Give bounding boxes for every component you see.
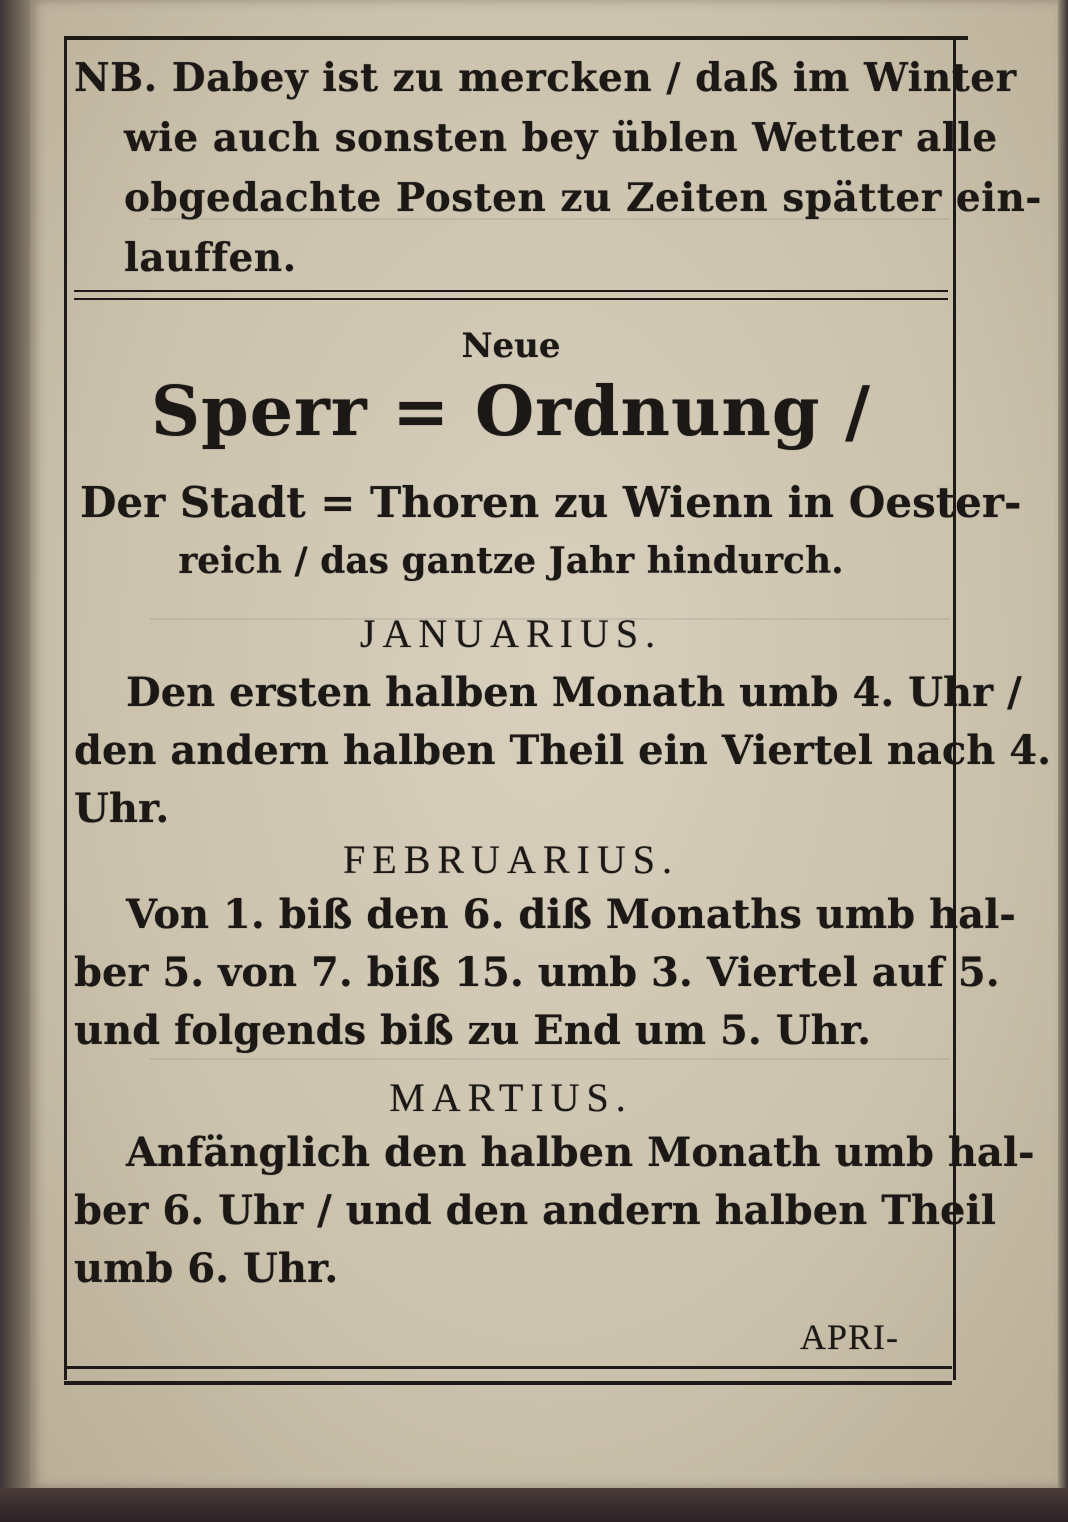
text-line: Anfänglich den halben Monath umb hal- bbox=[126, 1129, 1035, 1176]
text-line: ber 6. Uhr / und den andern halben Theil bbox=[74, 1187, 996, 1234]
page-subtitle bbox=[74, 474, 1022, 590]
month-text-februarius bbox=[74, 886, 1016, 1060]
note-line: obgedachte Posten zu Zeiten spätter ein- bbox=[124, 175, 1042, 221]
text-line: Uhr. bbox=[74, 785, 170, 832]
top-rule bbox=[64, 36, 968, 40]
bottom-rule bbox=[64, 1366, 952, 1385]
section-rule bbox=[74, 290, 948, 300]
month-text-januarius bbox=[74, 664, 1052, 838]
text-line: Den ersten halben Monath umb 4. Uhr / bbox=[126, 669, 1022, 716]
month-heading-januarius: JANUARIUS. bbox=[359, 611, 663, 656]
subtitle-line: Der Stadt = Thoren zu Wienn in Oester- bbox=[80, 478, 1022, 527]
note-line: wie auch sonsten bey üblen Wetter alle bbox=[124, 115, 998, 161]
page-title: Sperr = Ordnung / bbox=[151, 372, 871, 452]
subtitle-line: reich / das gantze Jahr hindurch. bbox=[178, 540, 844, 582]
month-heading-februarius: FEBRUARIUS. bbox=[343, 837, 679, 882]
note-line: lauffen. bbox=[124, 235, 297, 281]
text-line: umb 6. Uhr. bbox=[74, 1245, 339, 1292]
note-block bbox=[74, 48, 1042, 288]
text-line: ber 5. von 7. biß 15. umb 3. Viertel auf 5. bbox=[74, 949, 1000, 996]
text-line: Von 1. biß den 6. diß Monaths umb hal- bbox=[126, 891, 1016, 938]
month-heading-martius: MARTIUS. bbox=[389, 1075, 633, 1120]
note-line: NB. Dabey ist zu mercken / daß im Winter bbox=[74, 55, 1017, 101]
month-text-martius bbox=[74, 1124, 1035, 1298]
page-edge bbox=[1058, 0, 1068, 1488]
book-bottom-edge bbox=[0, 1488, 1068, 1522]
heading-neue: Neue bbox=[461, 326, 561, 366]
text-line: und folgends biß zu End um 5. Uhr. bbox=[74, 1007, 872, 1054]
book-binding bbox=[0, 0, 30, 1522]
catchword: APRI- bbox=[800, 1317, 900, 1357]
text-line: den andern halben Theil ein Viertel nach 4. bbox=[74, 727, 1052, 774]
